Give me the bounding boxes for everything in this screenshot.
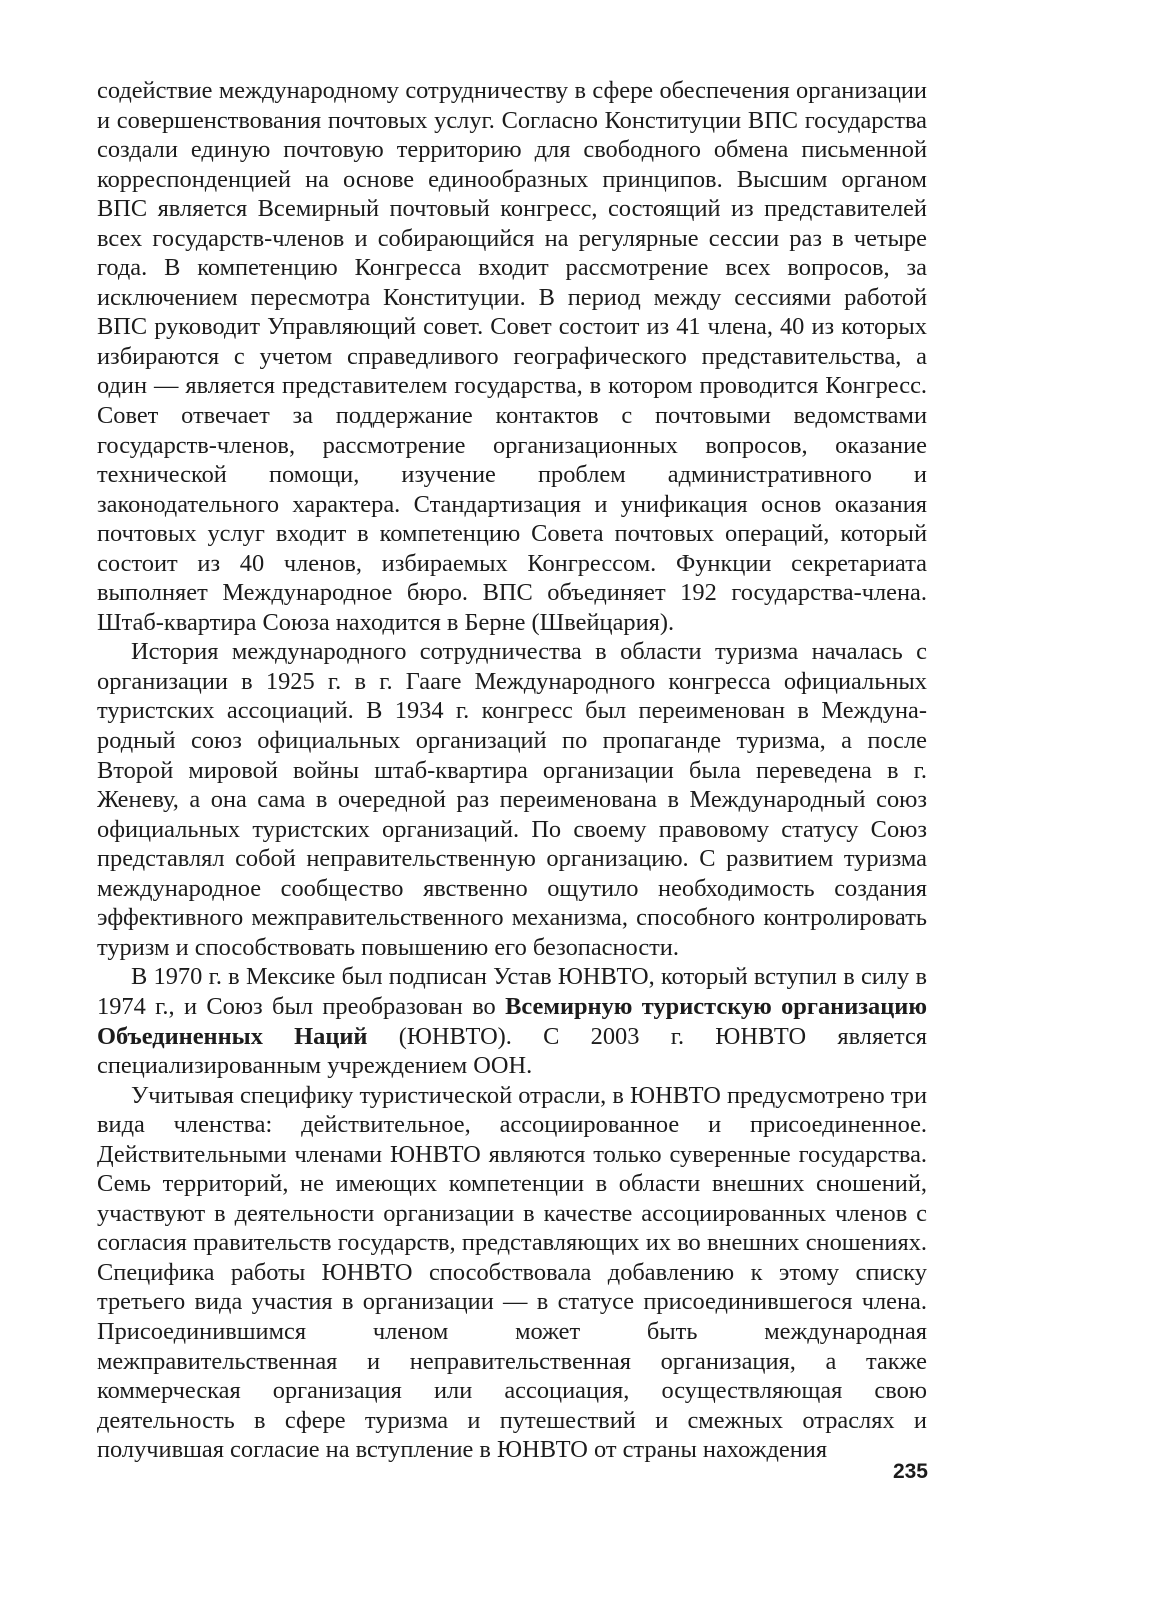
paragraph-upu: содействие международному сотрудничеству в сфере обеспечения организации и совершенствования почтовых услуг. Согласно Конституции ВПС государства создали единую почтовую территорию для свободного обмена письменной корреспонденцией на основе единообразных принципов. Высшим органом ВПС является Всемирный почтовый конгресс, состоящий из представителей всех государств-членов и собирающийся на регулярные сессии раз в четыре года. В компетенцию Конгресса входит рассмотрение всех вопросов, за исключением пересмотра Конституции. В период между сессиями работой ВПС руководит Управляющий совет. Совет состоит из 41 члена, 40 из которых избираются с учетом справедливого географического представительства, а один — является представителем государства, в котором проводится Конгресс. Совет отвечает за поддержание контактов с почтовыми ведомствами государств-членов, рассмотрение организационных вопросов, оказание технической помощи, изучение проблем административного и законодательного характера. Стандартизация и унификация основ оказания почтовых услуг входит в компетенцию Совета почтовых операций, который состоит из 40 членов, избираемых Конгрессом. Функции секретариата выполняет Международное бюро. ВПС объединяет 192 государства-члена. Штаб-квартира Союза находится в Берне (Швейцария). xyxy=(97,77,927,636)
body-text xyxy=(97,76,927,1465)
page-number: 235 xyxy=(892,1460,928,1483)
paragraph-tourism-history: История международного сотрудничества в области туризма началась с организации в 1925 г. в г. Гааге Международного конгресса официальных туристских ассоциаций. В 1934 г. конгресс был переименован в Международный союз официальных организаций по пропаганде туризма, а после Второй мировой войны штаб-квартира организации была переведена в г. Женеву, а она сама в очередной раз переименована в Международный союз официальных туристских организаций. По своему правовому статусу Союз представлял собой неправительственную организацию. С развитием туризма международное сообщество явственно ощутило необходимость создания эффективного межправительственного механизма, способного контролировать туризм и способствовать повышению его безопасности. xyxy=(97,638,927,961)
unwto-bold-name: Всемирную туристскую организацию Объединенных Наций xyxy=(97,992,927,1050)
paragraph-membership: Учитывая специфику туристической отрасли, в ЮНВТО предусмотрено три вида членства: действительное, ассоциированное и присоединенное. Действительными членами ЮНВТО являются только суверенные государства. Семь территорий, не имеющих компетенции в области внешних сношений, участвуют в деятельности организации в качестве ассоциированных членов с согласия правительств государств, представляющих их во внешних сношениях. Специфика работы ЮНВТО способствовала добавлению к этому списку третьего вида участия в организации — в статусе присоединившегося члена. Присоединившимся членом может быть международная межправительственная и неправительственная организация, а также коммерческая организация или ассоциация, осуществляющая свою деятельность в сфере туризма и путешествий и смежных отраслях и получившая согласие на вступление в ЮНВТО от страны нахождения xyxy=(97,1081,927,1464)
paragraph-unwto-text-after: (ЮНВТО). С 2003 г. ЮНВТО является специализированным учреждением ООН. xyxy=(97,1022,927,1080)
paragraph-unwto-text-before: В 1970 г. в Мексике был подписан Устав ЮНВТО, который вступил в силу в 1974 г., и Союз был преобразован во xyxy=(97,963,927,1020)
paragraph-unwto-founding xyxy=(97,962,927,1080)
